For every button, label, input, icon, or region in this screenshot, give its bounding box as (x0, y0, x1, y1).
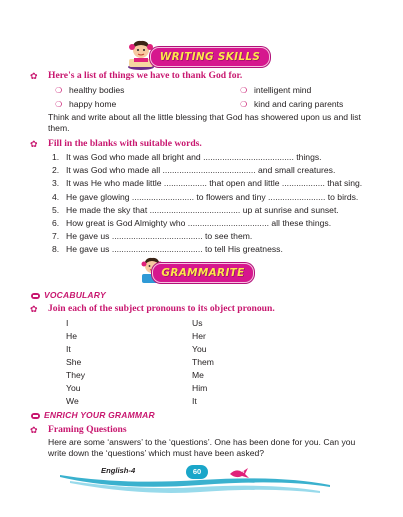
list-item-number: 4. (52, 191, 60, 202)
subject-pronoun: She (66, 357, 82, 367)
list-item-text: He gave glowing .......................... to flowers and tiny ........................ to birds. (66, 191, 359, 202)
footer-book-label: English-4 (101, 466, 136, 475)
list-item (52, 205, 339, 216)
footer-bird-icon (228, 466, 250, 480)
flower-icon: ✿ (30, 304, 38, 314)
subject-pronoun: He (66, 331, 77, 341)
object-pronoun: You (192, 344, 207, 354)
pill-bullet-icon (31, 413, 40, 419)
pill-bullet-icon (31, 293, 40, 299)
object-pronoun: Them (192, 357, 214, 367)
object-pronoun: Us (192, 318, 203, 328)
list-item (52, 231, 252, 242)
list-item-text: It was God who made all bright and ...................................... things. (66, 152, 322, 162)
object-pronoun: Me (192, 370, 204, 380)
task1-instruction-line1: Think and write about all the little blessing that God has showered upon us and list (48, 112, 361, 122)
vocabulary-heading: Join each of the subject pronouns to its object pronoun. (48, 303, 275, 314)
object-pronoun: It (192, 396, 197, 406)
object-pronoun: Her (192, 331, 206, 341)
list-item-number: 6. (52, 218, 60, 228)
task2-heading: Fill in the blanks with suitable words. (48, 138, 202, 149)
flower-icon: ✿ (30, 71, 38, 81)
flower-icon: ✿ (30, 139, 38, 149)
list-item (52, 178, 362, 189)
list-item (52, 218, 331, 229)
list-item (52, 165, 335, 176)
flower-icon: ✿ (30, 425, 38, 435)
framing-questions-heading: Framing Questions (48, 424, 127, 435)
enrich-grammar-label: ENRICH YOUR GRAMMAR (44, 410, 155, 420)
page-number-badge: 60 (186, 465, 208, 479)
list-item (52, 192, 358, 203)
writing-skills-banner (150, 47, 270, 67)
vocabulary-label: VOCABULARY (44, 290, 106, 300)
list-item (52, 244, 283, 255)
subject-pronoun: You (66, 383, 81, 393)
list-item-number: 3. (52, 178, 60, 189)
circle-bullet-icon: ❍ (240, 86, 248, 95)
subject-pronoun: They (66, 370, 86, 380)
task1-instruction-line2: them. (48, 123, 70, 133)
subject-pronoun: I (66, 318, 69, 328)
list-item: kind and caring parents (254, 99, 344, 109)
list-item-text: He gave us ...................................... to tell His greatness. (66, 244, 283, 255)
subject-pronoun: It (66, 344, 71, 354)
framing-questions-line2: write down the ‘questions’ which must have been asked? (48, 448, 265, 458)
list-item-number: 7. (52, 231, 60, 242)
subject-pronoun: We (66, 396, 79, 406)
list-item-text: It was He who made little .................. that open and little .................. that sing. (66, 178, 363, 189)
circle-bullet-icon: ❍ (240, 100, 248, 109)
circle-bullet-icon: ❍ (55, 86, 63, 95)
list-item-number: 8. (52, 244, 60, 255)
list-item-text: He made the sky that ...................................... up at sunrise and sunset. (66, 204, 339, 215)
grammarite-banner (152, 263, 254, 283)
circle-bullet-icon: ❍ (55, 100, 63, 109)
list-item-number: 1. (52, 152, 60, 162)
framing-questions-line1: Here are some ‘answers’ to the ‘questions’. One has been done for you. Can you (48, 437, 356, 447)
object-pronoun: Him (192, 383, 208, 393)
grammarite-title: GRAMMARITE (161, 267, 245, 279)
list-item: intelligent mind (254, 85, 312, 95)
writing-skills-title: WRITING SKILLS (159, 51, 261, 63)
list-item-text: How great is God Almighty who .................................. all these things. (66, 218, 332, 228)
list-item-number: 2. (52, 165, 60, 176)
list-item (52, 152, 322, 163)
task1-heading: Here's a list of things we have to thank God for. (48, 70, 243, 81)
list-item-text: He gave us ...................................... to see them. (66, 231, 253, 242)
list-item: happy home (69, 99, 117, 109)
list-item: healthy bodies (69, 85, 125, 95)
list-item-text: It was God who made all ....................................... and small creatures. (66, 165, 336, 176)
list-item-number: 5. (52, 204, 60, 215)
